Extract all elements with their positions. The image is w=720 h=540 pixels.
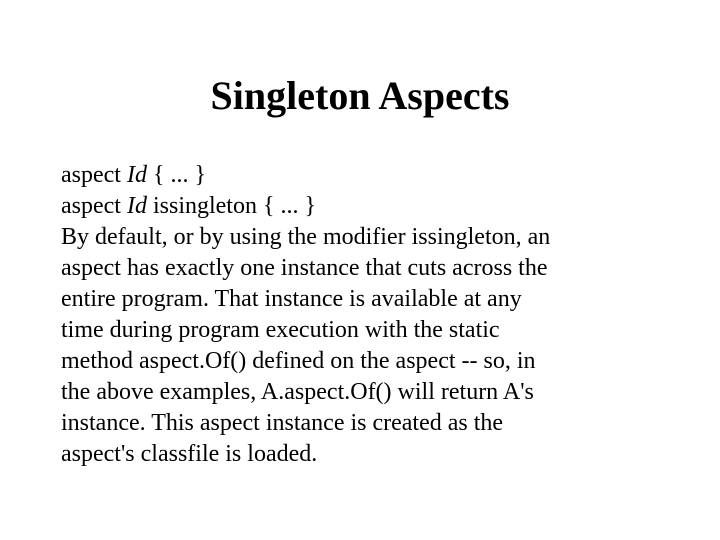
paragraph-line: aspect has exactly one instance that cuts across the	[61, 255, 548, 281]
syntax-line-issingleton	[61, 191, 681, 222]
paragraph-line: the above examples, A.aspect.Of() will return A's	[61, 379, 534, 405]
paragraph-line: By default, or by using the modifier issingleton, an	[61, 224, 551, 250]
syntax-rest: { ... }	[146, 162, 207, 188]
description-paragraph	[61, 222, 681, 470]
slide-title: Singleton Aspects	[210, 73, 510, 118]
paragraph-line: method aspect.Of() defined on the aspect -- so, in	[61, 348, 536, 374]
syntax-keyword: aspect	[61, 162, 127, 188]
paragraph-line: instance. This aspect instance is created as the	[61, 410, 504, 436]
syntax-rest: issingleton { ... }	[146, 193, 317, 219]
syntax-id: Id	[126, 193, 147, 219]
slide-body	[61, 160, 681, 470]
paragraph-line: time during program execution with the static	[61, 317, 500, 343]
paragraph-line: entire program. That instance is available at any	[61, 286, 522, 312]
syntax-id: Id	[126, 162, 147, 188]
syntax-line-basic	[61, 160, 681, 191]
paragraph-line: aspect's classfile is loaded.	[61, 441, 318, 467]
syntax-keyword: aspect	[61, 193, 127, 219]
